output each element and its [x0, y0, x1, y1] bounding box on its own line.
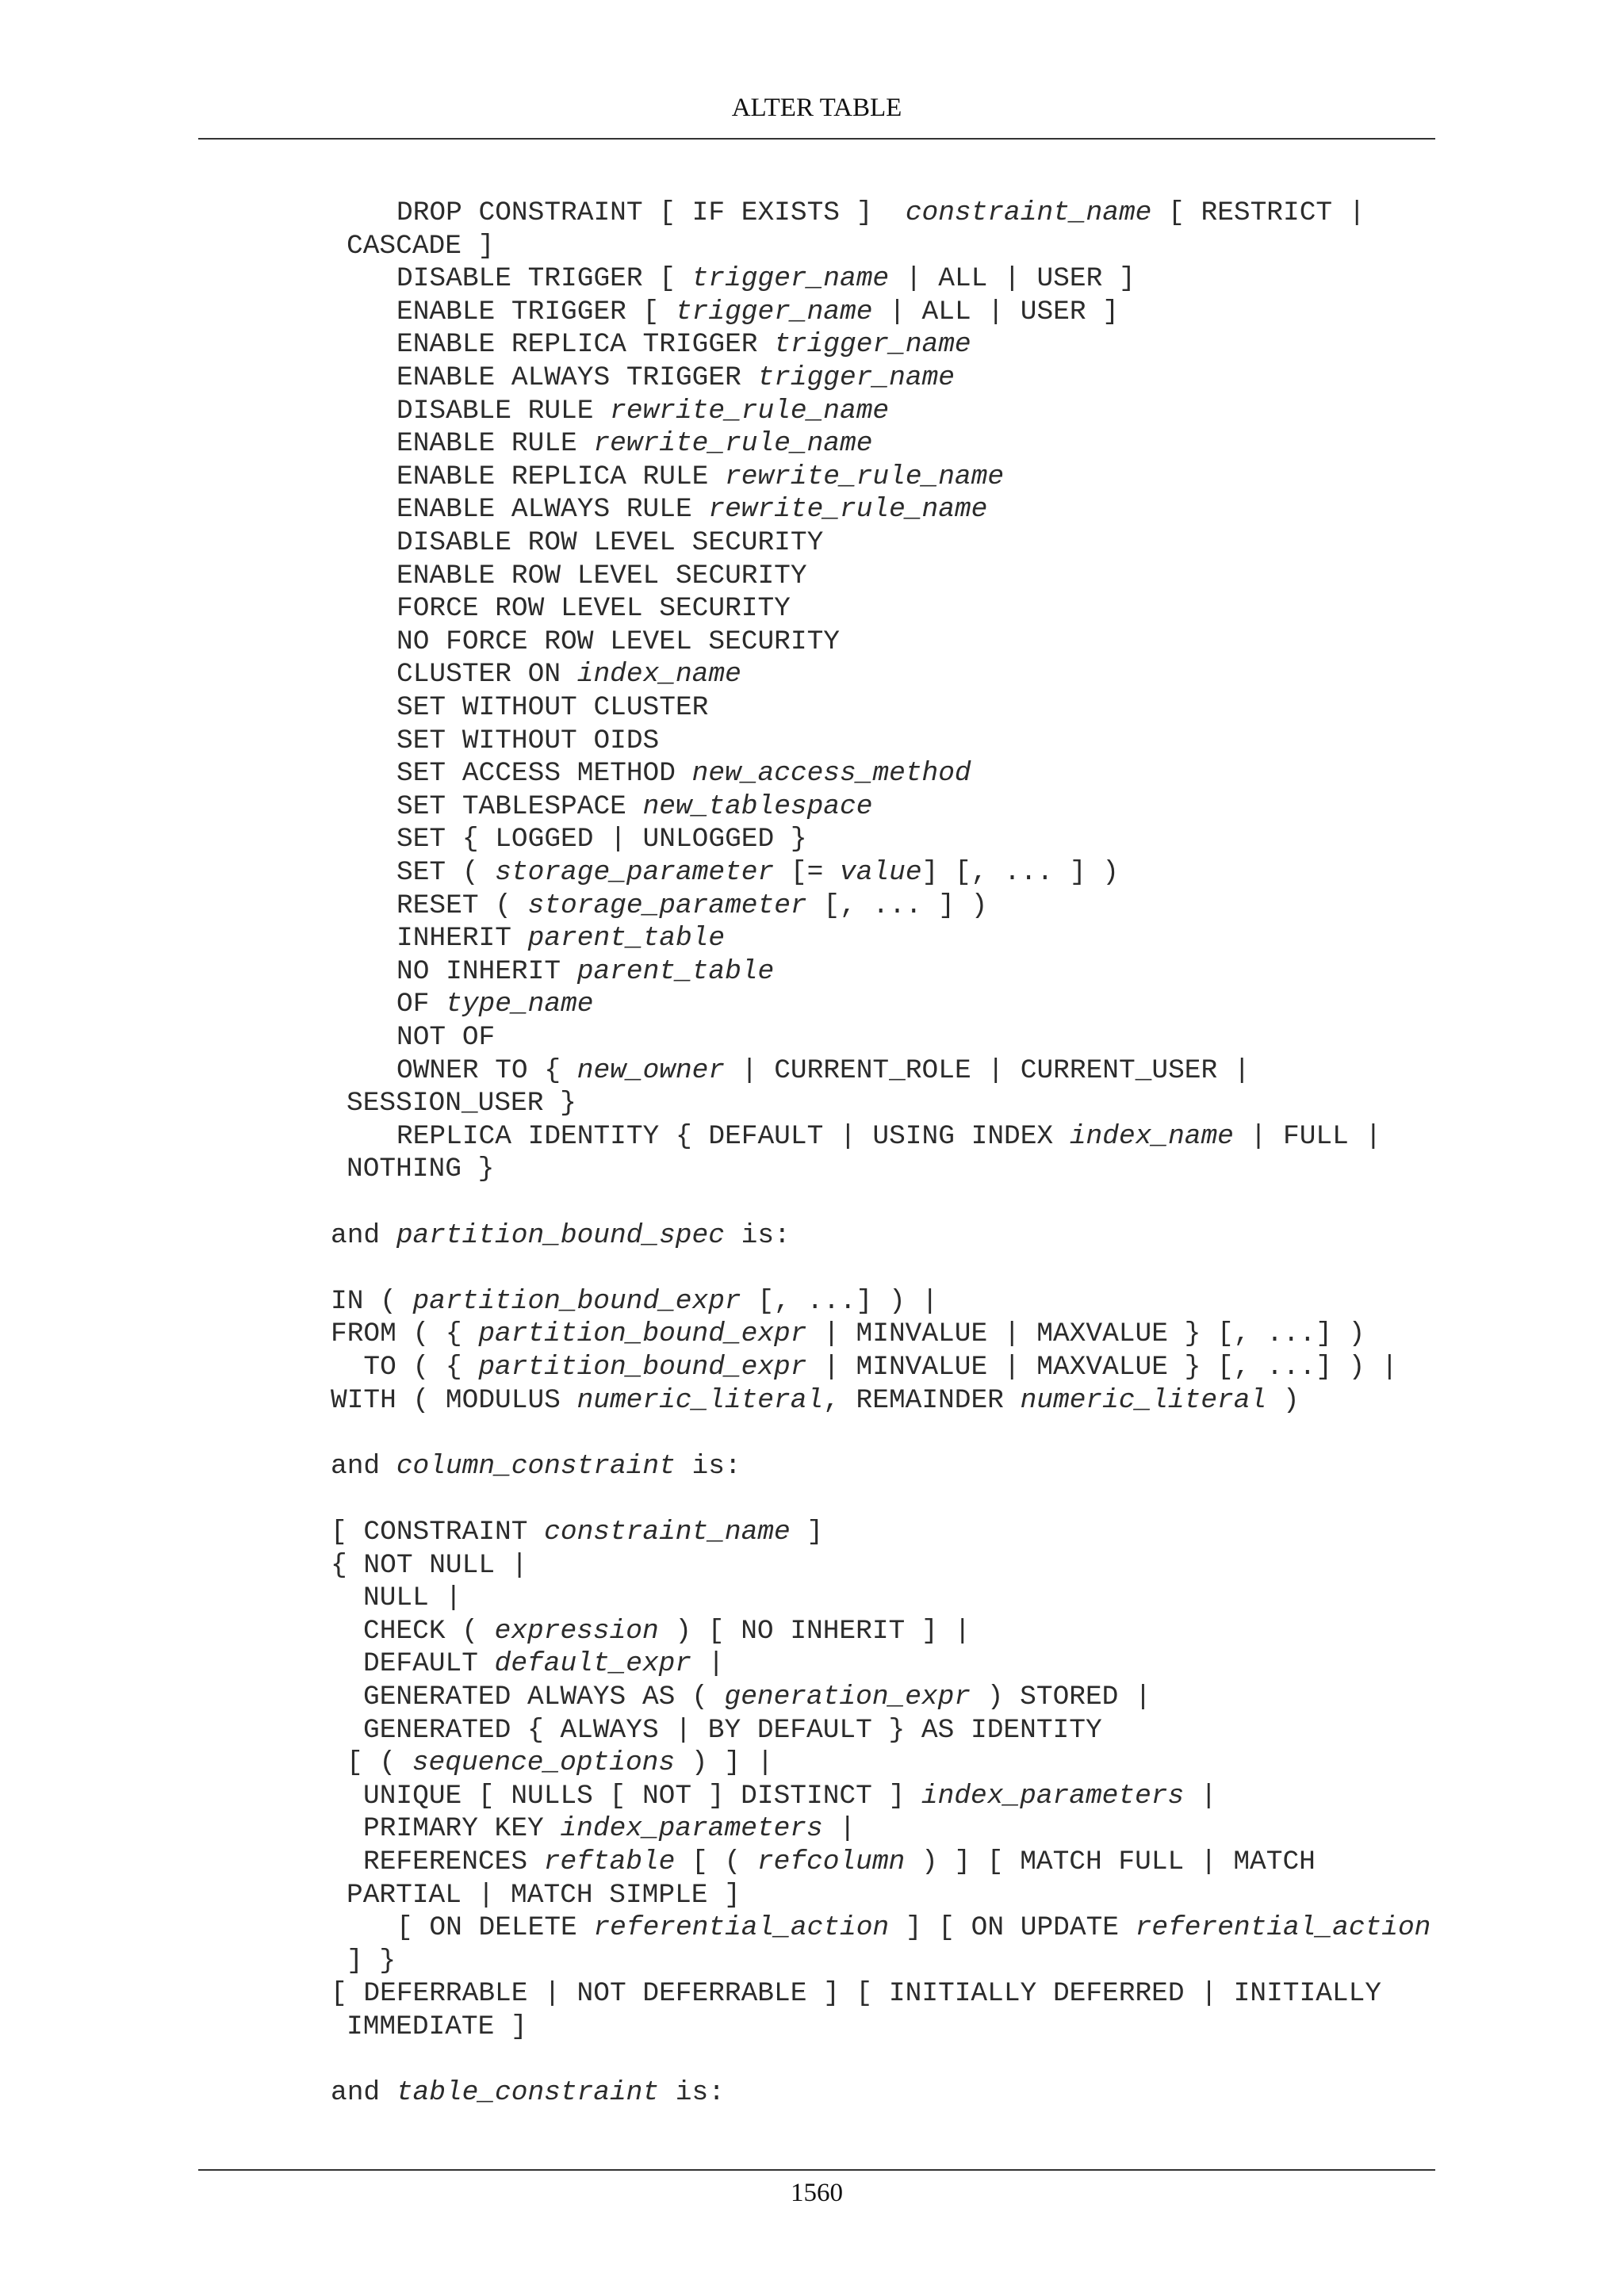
code-line	[396, 1120, 1381, 1154]
syntax-keyword-text: SESSION_USER }	[347, 1088, 576, 1119]
syntax-keyword-text: | ALL | USER ]	[889, 263, 1136, 295]
syntax-placeholder: numeric_literal	[1020, 1384, 1267, 1416]
syntax-keyword-text: | FULL |	[1233, 1120, 1382, 1152]
code-line	[347, 230, 494, 263]
code-line	[396, 856, 1119, 890]
syntax-keyword-text: SET WITHOUT CLUSTER	[396, 692, 709, 723]
syntax-placeholder: sequence_options	[412, 1747, 676, 1779]
code-line	[396, 328, 971, 362]
syntax-keyword-text: ] [, ... ] )	[921, 857, 1120, 888]
syntax-keyword-text: ] }	[347, 1945, 396, 1976]
syntax-placeholder: rewrite_rule_name	[725, 461, 1005, 492]
syntax-keyword-text: [ (	[347, 1747, 412, 1779]
syntax-keyword-text: ENABLE TRIGGER [	[396, 296, 676, 327]
syntax-keyword-text: [ RESTRICT |	[1151, 197, 1365, 228]
code-line	[347, 1945, 396, 1978]
syntax-placeholder: referential_action	[1135, 1912, 1431, 1944]
syntax-keyword-text: | CURRENT_ROLE | CURRENT_USER |	[725, 1054, 1251, 1086]
syntax-keyword-text: ENABLE RULE	[396, 428, 594, 460]
syntax-placeholder: referential_action	[593, 1912, 890, 1944]
code-line	[396, 427, 872, 461]
code-line	[396, 296, 1119, 329]
syntax-placeholder: storage_parameter	[495, 857, 775, 888]
syntax-keyword-text: IN (	[331, 1285, 413, 1317]
code-line	[331, 1977, 1381, 2011]
syntax-placeholder: new_owner	[576, 1054, 726, 1086]
syntax-keyword-text: and	[331, 2077, 396, 2109]
syntax-keyword-text: NO INHERIT	[396, 955, 577, 987]
syntax-placeholder: storage_parameter	[527, 890, 807, 921]
syntax-keyword-text: UNIQUE [ NULLS [ NOT ] DISTINCT ]	[363, 1780, 921, 1812]
syntax-placeholder: trigger_name	[774, 329, 971, 361]
code-line	[331, 1516, 823, 1549]
code-line	[347, 1747, 773, 1780]
syntax-placeholder: partition_bound_expr	[478, 1318, 807, 1350]
code-line	[347, 1087, 576, 1120]
code-line	[347, 1879, 741, 1912]
syntax-keyword-text: { NOT NULL |	[331, 1549, 528, 1581]
syntax-keyword-text: and	[331, 1219, 396, 1251]
code-line	[396, 658, 741, 691]
syntax-placeholder: refcolumn	[756, 1846, 906, 1877]
code-line	[363, 1681, 1151, 1714]
code-line	[396, 362, 955, 395]
code-line	[396, 955, 774, 989]
syntax-keyword-text: CHECK (	[363, 1615, 495, 1647]
syntax-keyword-text: SET (	[396, 857, 496, 888]
code-line	[331, 2076, 725, 2110]
syntax-keyword-text: ENABLE ALWAYS TRIGGER	[396, 362, 758, 393]
code-line	[396, 626, 840, 659]
syntax-keyword-text: is:	[659, 2077, 725, 2109]
syntax-keyword-text: ) STORED |	[971, 1682, 1151, 1712]
syntax-keyword-text: TO ( {	[331, 1352, 479, 1383]
syntax-keyword-text: PARTIAL | MATCH SIMPLE ]	[347, 1879, 741, 1911]
syntax-keyword-text: CLUSTER ON	[396, 659, 577, 691]
syntax-keyword-text: WITH ( MODULUS	[331, 1384, 577, 1416]
syntax-keyword-text: | MINVALUE | MAXVALUE } [, ...] ) |	[806, 1352, 1398, 1383]
syntax-placeholder: partition_bound_expr	[478, 1352, 807, 1383]
code-line	[396, 197, 1365, 230]
syntax-placeholder: rewrite_rule_name	[708, 494, 988, 526]
code-line	[331, 1285, 938, 1318]
syntax-keyword-text: ENABLE REPLICA RULE	[396, 461, 726, 492]
syntax-keyword-text: GENERATED { ALWAYS | BY DEFAULT } AS IDENTITY	[363, 1714, 1102, 1746]
code-line	[396, 1054, 1251, 1088]
syntax-keyword-text: SET ACCESS METHOD	[396, 758, 692, 790]
syntax-placeholder: index_parameters	[921, 1780, 1185, 1812]
syntax-placeholder: numeric_literal	[576, 1384, 824, 1416]
syntax-keyword-text: )	[1266, 1384, 1300, 1416]
syntax-keyword-text: OWNER TO {	[396, 1054, 577, 1086]
syntax-keyword-text: NOT OF	[396, 1022, 496, 1053]
syntax-keyword-text: |	[691, 1648, 725, 1680]
syntax-keyword-text: GENERATED ALWAYS AS (	[363, 1682, 725, 1712]
syntax-keyword-text: ) ] [ MATCH FULL | MATCH	[905, 1846, 1316, 1877]
code-line	[363, 1846, 1316, 1879]
syntax-keyword-text: DROP CONSTRAINT [ IF EXISTS ]	[396, 197, 906, 228]
syntax-keyword-text: , REMAINDER	[823, 1384, 1021, 1416]
syntax-keyword-text: INHERIT	[396, 923, 528, 955]
syntax-placeholder: value	[840, 857, 922, 888]
syntax-keyword-text: [ CONSTRAINT	[331, 1517, 545, 1548]
syntax-keyword-text: ENABLE ALWAYS RULE	[396, 494, 709, 526]
syntax-placeholder: partition_bound_expr	[412, 1285, 741, 1317]
syntax-placeholder: rewrite_rule_name	[610, 395, 890, 427]
syntax-placeholder: column_constraint	[396, 1450, 676, 1482]
syntax-keyword-text: and	[331, 1450, 396, 1482]
code-line	[331, 1219, 791, 1253]
code-line	[363, 1812, 856, 1846]
syntax-keyword-text: ) ] |	[675, 1747, 774, 1779]
syntax-placeholder: parent_table	[527, 923, 726, 955]
syntax-keyword-text: NULL |	[363, 1582, 462, 1614]
syntax-keyword-text: [ ON DELETE	[396, 1912, 594, 1944]
syntax-keyword-text: ENABLE ROW LEVEL SECURITY	[396, 560, 807, 591]
code-line	[396, 395, 889, 428]
syntax-placeholder: partition_bound_spec	[396, 1219, 725, 1251]
syntax-placeholder: trigger_name	[757, 362, 955, 393]
syntax-keyword-text: is:	[724, 1219, 791, 1251]
code-line	[363, 1647, 725, 1681]
code-line	[396, 1021, 495, 1054]
syntax-placeholder: index_name	[576, 659, 741, 691]
syntax-placeholder: constraint_name	[905, 197, 1152, 228]
code-line	[396, 1911, 1431, 1945]
syntax-keyword-text: RESET (	[396, 890, 528, 921]
header-rule	[198, 138, 1435, 140]
syntax-keyword-text: OF	[396, 989, 446, 1020]
syntax-keyword-text: |	[1184, 1780, 1217, 1812]
syntax-keyword-text: NOTHING }	[347, 1154, 495, 1185]
syntax-keyword-text: CASCADE ]	[347, 230, 495, 262]
syntax-keyword-text: SET TABLESPACE	[396, 790, 643, 822]
syntax-keyword-text: | MINVALUE | MAXVALUE } [, ...] )	[806, 1318, 1365, 1350]
code-line	[331, 1384, 1300, 1418]
code-line	[331, 1450, 741, 1483]
syntax-keyword-text: SET WITHOUT OIDS	[396, 725, 660, 756]
syntax-placeholder: trigger_name	[675, 296, 873, 327]
syntax-placeholder: trigger_name	[691, 263, 890, 295]
code-line	[396, 691, 708, 725]
syntax-placeholder: generation_expr	[724, 1682, 971, 1712]
syntax-keyword-text: [, ...] ) |	[741, 1285, 939, 1317]
syntax-keyword-text: SET { LOGGED | UNLOGGED }	[396, 824, 807, 855]
code-line	[331, 1549, 527, 1582]
syntax-placeholder: type_name	[446, 989, 594, 1020]
code-line	[396, 493, 987, 526]
code-line	[396, 592, 791, 626]
syntax-keyword-text: is:	[675, 1450, 741, 1482]
footer-rule	[198, 2169, 1435, 2171]
code-line	[396, 526, 823, 560]
syntax-placeholder: expression	[494, 1615, 659, 1647]
page-number: 1560	[791, 2179, 843, 2207]
syntax-keyword-text: [ (	[675, 1846, 757, 1877]
syntax-placeholder: rewrite_rule_name	[593, 428, 873, 460]
syntax-keyword-text: REFERENCES	[363, 1846, 544, 1877]
syntax-placeholder: constraint_name	[544, 1517, 791, 1548]
syntax-keyword-text: [ DEFERRABLE | NOT DEFERRABLE ] [ INITIALLY DEFERRED | INITIALLY	[331, 1978, 1382, 2010]
code-line	[396, 790, 872, 824]
syntax-placeholder: default_expr	[494, 1648, 692, 1680]
syntax-keyword-text: [=	[774, 857, 841, 888]
syntax-placeholder: table_constraint	[396, 2077, 660, 2109]
syntax-keyword-text: | ALL | USER ]	[872, 296, 1119, 327]
syntax-keyword-text: REPLICA IDENTITY { DEFAULT | USING INDEX	[396, 1120, 1070, 1152]
syntax-keyword-text: IMMEDIATE ]	[347, 2011, 527, 2042]
syntax-keyword-text: ]	[790, 1517, 824, 1548]
syntax-placeholder: index_name	[1069, 1120, 1234, 1152]
syntax-keyword-text: NO FORCE ROW LEVEL SECURITY	[396, 626, 840, 657]
syntax-keyword-text: FORCE ROW LEVEL SECURITY	[396, 593, 791, 625]
syntax-placeholder: new_access_method	[691, 758, 971, 790]
syntax-keyword-text: DISABLE ROW LEVEL SECURITY	[396, 527, 824, 558]
code-line	[396, 823, 807, 856]
page-header-title: ALTER TABLE	[731, 94, 902, 122]
syntax-keyword-text: DEFAULT	[363, 1648, 495, 1680]
code-line	[396, 890, 987, 923]
code-line	[347, 2011, 527, 2044]
syntax-keyword-text: [, ... ] )	[806, 890, 988, 921]
code-line	[396, 988, 593, 1021]
code-line	[396, 725, 659, 758]
code-line	[363, 1582, 462, 1615]
syntax-keyword-text: DISABLE TRIGGER [	[396, 263, 692, 295]
code-line	[396, 262, 1136, 296]
syntax-placeholder: reftable	[543, 1846, 676, 1877]
code-line	[396, 461, 1004, 494]
code-line	[363, 1615, 971, 1648]
syntax-placeholder: new_tablespace	[642, 790, 873, 822]
syntax-keyword-text: ) [ NO INHERIT ] |	[658, 1615, 971, 1647]
syntax-keyword-text: FROM ( {	[331, 1318, 479, 1350]
syntax-keyword-text: |	[822, 1813, 856, 1845]
code-line	[347, 1153, 494, 1186]
code-line	[363, 1780, 1217, 1813]
syntax-keyword-text: ENABLE REPLICA TRIGGER	[396, 329, 775, 361]
syntax-keyword-text: PRIMARY KEY	[363, 1813, 561, 1845]
syntax-placeholder: parent_table	[576, 955, 775, 987]
code-line	[396, 560, 807, 593]
code-line	[396, 922, 725, 955]
code-line	[396, 757, 971, 790]
syntax-keyword-text: ] [ ON UPDATE	[889, 1912, 1136, 1944]
code-line	[331, 1351, 1398, 1384]
syntax-placeholder: index_parameters	[560, 1813, 823, 1845]
code-line	[363, 1714, 1102, 1747]
syntax-keyword-text: DISABLE RULE	[396, 395, 611, 427]
code-line	[331, 1318, 1365, 1351]
